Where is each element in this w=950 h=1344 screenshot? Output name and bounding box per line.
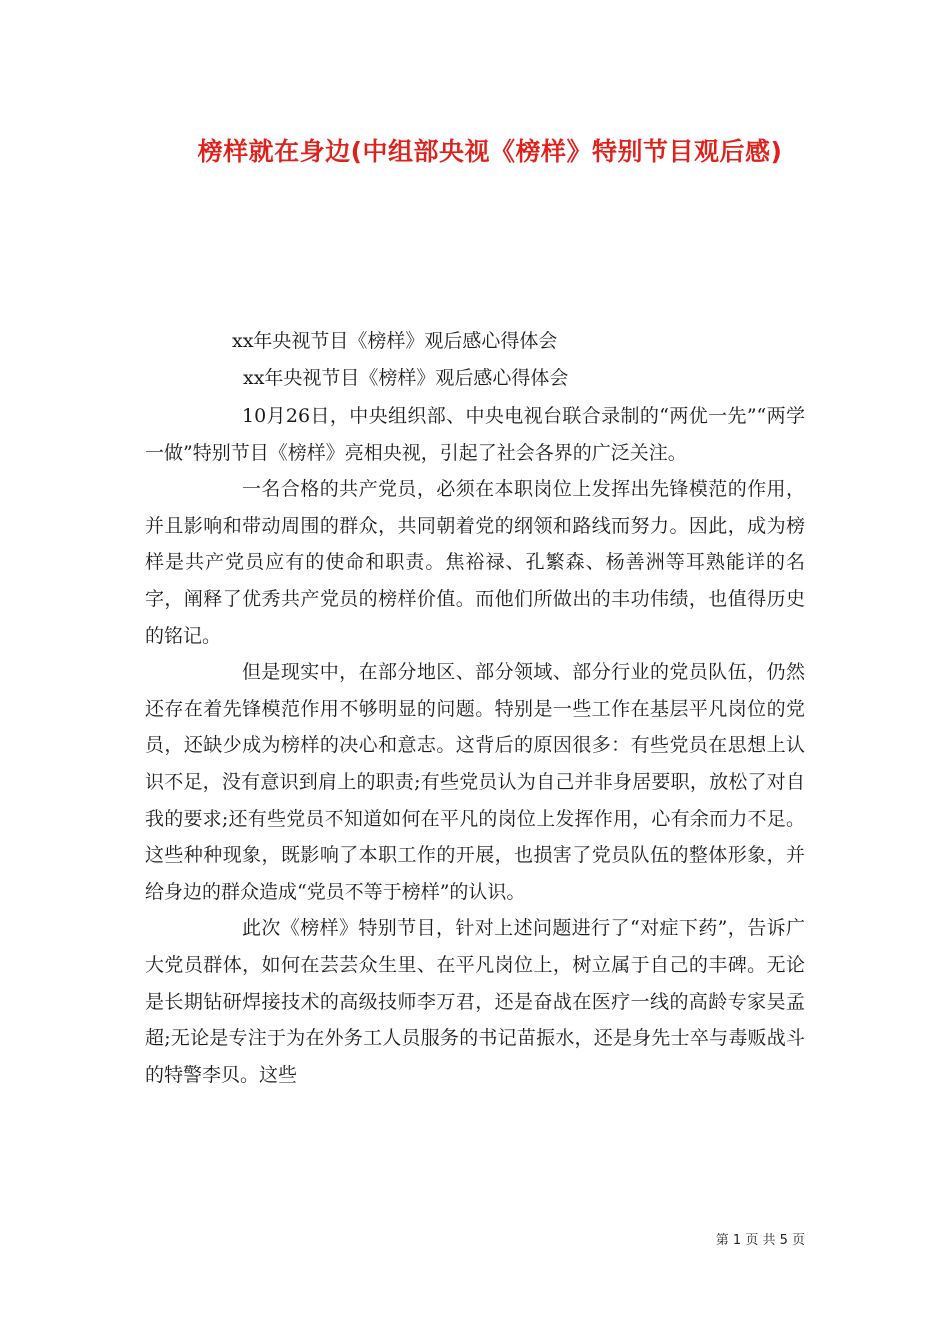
- body-paragraph: 一名合格的共产党员，必须在本职岗位上发挥出先锋模范的作用，并且影响和带动周围的群众，共同朝着党的纲领和路线而努力。因此，成为榜样是共产党员应有的使命和职责。焦裕禄、孔繁森、杨善洲等耳熟能详的名字，阐释了优秀共产党员的榜样价值。而他们所做出的丰功伟绩，也值得历史的铭记。: [145, 478, 805, 647]
- document-title: 榜样就在身边(中组部央视《榜样》特别节目观后感): [197, 137, 783, 166]
- body-paragraph: 10月26日，中央组织部、中央电视台联合录制的“两优一先”“两学一做”特别节目《榜样》亮相央视，引起了社会各界的广泛关注。: [145, 405, 805, 464]
- subtitle-line: xx年央视节目《榜样》观后感心得体会: [243, 367, 569, 389]
- body-paragraph: 此次《榜样》特别节目，针对上述问题进行了“对症下药”，告诉广大党员群体，如何在芸芸众生里、在平凡岗位上，树立属于自己的丰碑。无论是长期钻研焊接技术的高级技师李万君，还是奋战在医疗一线的高龄专家吴孟超;无论是专注于为在外务工人员服务的书记苗振水，还是身先士卒与毒贩战斗的特警李贝。这些: [145, 917, 805, 1086]
- page-number-footer: 第 1 页 共 5 页: [715, 1233, 805, 1248]
- subtitle-line: xx年央视节目《榜样》观后感心得体会: [232, 330, 558, 352]
- document-body: [145, 398, 805, 1093]
- body-paragraph: 但是现实中，在部分地区、部分领域、部分行业的党员队伍，仍然还存在着先锋模范作用不够明显的问题。特别是一些工作在基层平凡岗位的党员，还缺少成为榜样的决心和意志。这背后的原因很多：有些党员在思想上认识不足，没有意识到肩上的职责;有些党员认为自己并非身居要职，放松了对自我的要求;还有些党员不知道如何在平凡的岗位上发挥作用，心有余而力不足。这些种种现象，既影响了本职工作的开展，也损害了党员队伍的整体形象，并给身边的群众造成“党员不等于榜样”的认识。: [145, 661, 805, 903]
